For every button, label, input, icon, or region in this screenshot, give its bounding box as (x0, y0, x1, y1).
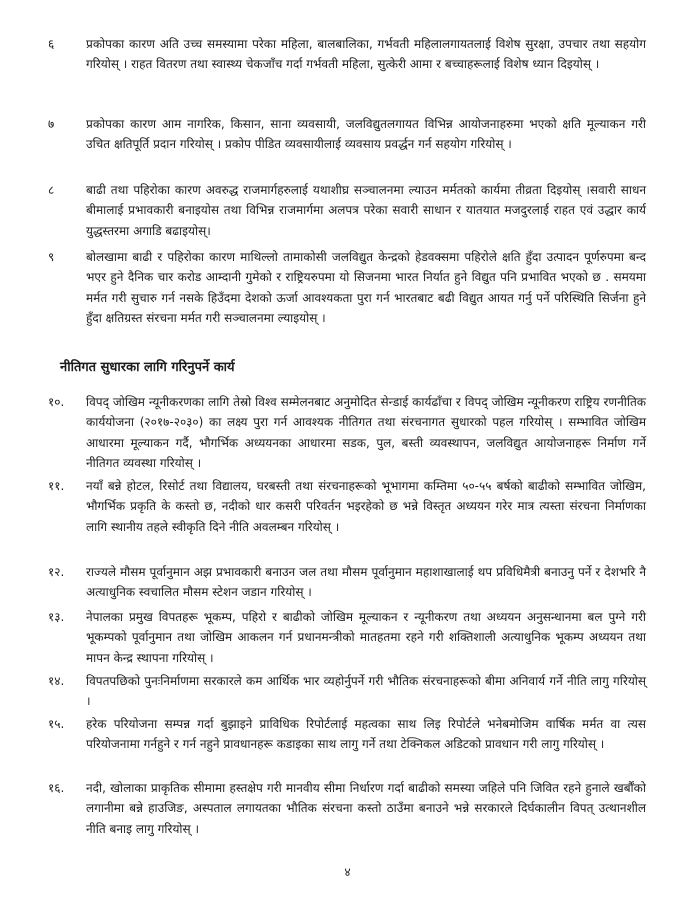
item-text: नदी, खोलाका प्राकृतिक सीमामा हस्तक्षेप गरी मानवीय सीमा निर्धारण गर्दा बाढीको समस्या जहिले पनि जिवित रहने हुनाले खर्बौंको लगानीमा बन्ने हाउजिङ, अस्पताल लगायतका भौतिक संरचना कस्तो ठाउँमा बनाउने भन्ने सरकारले दिर्घकालीन विपत् उत्थानशील नीति बनाइ लागु गरियोस् । (86, 781, 646, 836)
item-text: विपद् जोखिम न्यूनीकरणका लागि तेस्रो विश्व सम्मेलनबाट अनुमोदित सेन्डाई कार्यढाँचा र विपद् जोखिम न्यूनीकरण राष्ट्रिय रणनीतिक कार्ययोजना (२०१७-२०३०) का लक्ष्य पुरा गर्न आवश्यक नीतिगत तथा संरचनागत सुधारको पहल गरियोस् । सम्भावित जोखिम आधारमा मूल्याकन गर्दै, भौगर्भिक अध्ययनका आधारमा सडक, पुल, बस्ती व्यवस्थापन, जलविद्युत आयोजनाहरू निर्माण गर्ने नीतिगत व्यवस्था गरियोस् । (86, 395, 646, 470)
item-number: १३. (48, 610, 65, 624)
page-number: ४ (344, 865, 351, 879)
item-text: प्रकोपका कारण आम नागरिक, किसान, साना व्यवसायी, जलविद्युतलगायत विभिन्न आयोजनाहरुमा भएको क्षति मूल्याकन गरी उचित क्षतिपूर्ति प्रदान गरियोस् । प्रकोप पीडित व्यवसायीलाई व्यवसाय प्रवर्द्धन गर्न सहयोग गरियोस् । (86, 117, 646, 152)
item-number: ७ (48, 117, 55, 131)
item-number: १५. (48, 717, 65, 731)
item-number: १६. (48, 781, 65, 795)
item-number: ८ (48, 183, 55, 197)
item-text: हरेक परियोजना सम्पन्न गर्दा बुझाइने प्राविधिक रिपोर्टलाई महत्वका साथ लिइ रिपोर्टले भनेबमोजिम वार्षिक मर्मत वा त्यस परियोजनामा गर्नहुने र गर्न नहुने प्रावधानहरू कडाइका साथ लागु गर्ने तथा टेक्निकल अडिटको प्रावधान गरी लागु गरियोस् । (86, 717, 646, 752)
item-text: बोलखामा बाढी र पहिरोका कारण माथिल्लो तामाकोसी जलविद्युत केन्द्रको हेडवक्समा पहिरोले क्षति हुँदा उत्पादन पूर्णरुपमा बन्द भएर हुने दैनिक चार करोड आम्दानी गुमेको र राष्ट्रियरुपमा यो सिजनमा भारत निर्यात हुने विद्युत पनि प्रभावित भएको छ . समयमा मर्मत गरी सुचारु गर्न नसके हिउँदमा देशको ऊर्जा आवश्यकता पुरा गर्न भारतबाट बढी विद्युत आयत गर्नु पर्ने परिस्थिति सिर्जना हुने हुँदा क्षतिग्रस्त संरचना मर्मत गरी सञ्चालनमा ल्याइयोस् । (86, 250, 646, 325)
item-number: ६ (48, 37, 55, 51)
item-text: राज्यले मौसम पूर्वानुमान अझ प्रभावकारी बनाउन जल तथा मौसम पूर्वानुमान महाशाखालाई थप प्रविधिमैत्री बनाउनु पर्ने र देशभरि नै अत्याधुनिक स्वचालित मौसम स्टेशन जडान गरियोस् । (86, 565, 646, 600)
item-number: १२. (48, 565, 65, 579)
item-text: विपतपछिको पुनःनिर्माणमा सरकारले कम आर्थिक भार व्यहोर्नुपर्ने गरी भौतिक संरचनाहरूको बीमा अनिवार्य गर्ने नीति लागु गरियोस् । (86, 674, 646, 709)
item-number: १४. (48, 674, 65, 688)
section-heading: नीतिगत सुधारका लागि गरिनुपर्ने कार्य (60, 360, 235, 375)
item-number: ९ (48, 250, 55, 264)
item-text: बाढी तथा पहिरोका कारण अवरुद्ध राजमार्गहरुलाई यथाशीघ्र सञ्चालनमा ल्याउन मर्मतको कार्यमा तीव्रता दिइयोस् ।सवारी साधन बीमालाई प्रभावकारी बनाइयोस तथा विभिन्न राजमार्गमा अलपत्र परेका सवारी साधान र यातयात मजदुरलाई राहत एवं उद्धार कार्य युद्धस्तरमा अगाडि बढाइयोस्। (86, 183, 646, 238)
item-text: नेपालका प्रमुख विपतहरू भूकम्प, पहिरो र बाढीको जोखिम मूल्याकन र न्यूनीकरण तथा अध्ययन अनुसन्धानमा बल पुग्ने गरी भूकम्पको पूर्वानुमान तथा जोखिम आकलन गर्न प्रधानमन्त्रीको मातहतमा रहने गरी शक्तिशाली अत्याधुनिक भूकम्प अध्ययन तथा मापन केन्द्र स्थापना गरियोस् । (86, 610, 646, 665)
item-text: नयाँ बन्ने होटल, रिसोर्ट तथा विद्यालय, घरबस्ती तथा संरचनाहरूको भूभागमा कम्तिमा ५०-५५ बर्षको बाढीको सम्भावित जोखिम, भौगर्भिक प्रकृति के कस्तो छ, नदीको धार कसरी परिवर्तन भइरहेको छ भन्ने विस्तृत अध्ययन गरेर मात्र त्यस्ता संरचना निर्माणका लागि स्थानीय तहले स्वीकृति दिने नीति अवलम्बन गरियोस् । (86, 479, 646, 534)
item-text: प्रकोपका कारण अति उच्च समस्यामा परेका महिला, बालबालिका, गर्भवती महिलालगायतलाई विशेष सुरक्षा, उपचार तथा सहयोग गरियोस् । राहत वितरण तथा स्वास्थ्य चेकजाँच गर्दा गर्भवती महिला, सुत्केरी आमा र बच्चाहरूलाई विशेष ध्यान दिइयोस् । (86, 37, 646, 72)
item-number: १०. (48, 395, 65, 409)
item-number: ११. (48, 479, 65, 493)
